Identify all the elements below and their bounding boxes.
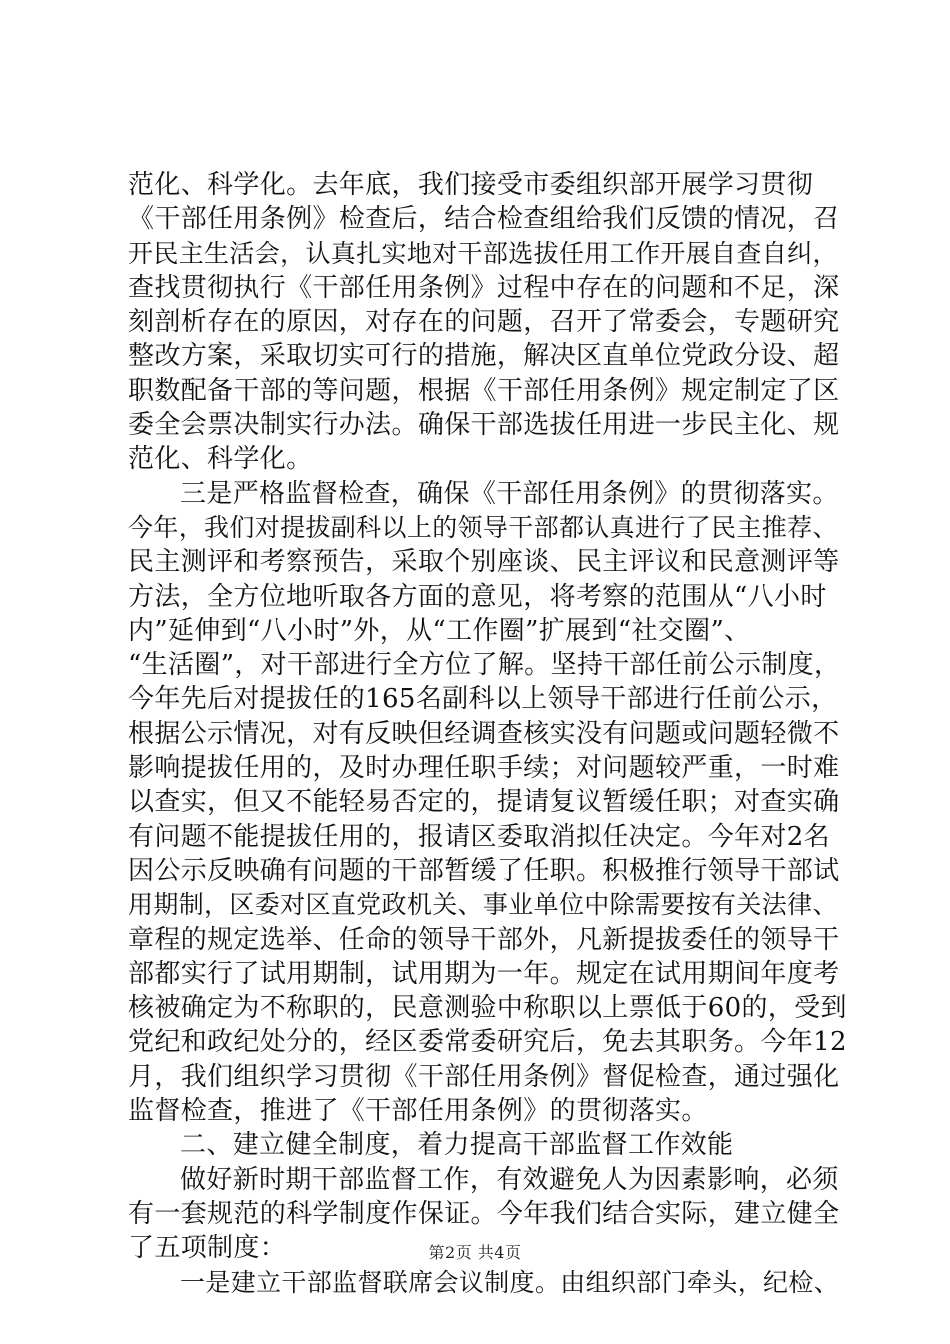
text-line: 根据公示情况，对有反映但经调查核实没有问题或问题轻微不 (128, 718, 840, 749)
text-line: 部都实行了试用期制，试用期为一年。规定在试用期间年度考 (128, 958, 840, 989)
text-line: 有问题不能提拔任用的，报请区委取消拟任决定。今年对2名 (128, 821, 830, 852)
text-line: 月，我们组织学习贯彻《干部任用条例》督促检查，通过强化 (128, 1061, 840, 1092)
text-line: 核被确定为不称职的，民意测验中称职以上票低于60的，受到 (128, 993, 847, 1024)
text-line: “生活圈”，对干部进行全方位了解。坚持干部任前公示制度， (128, 650, 841, 681)
text-line: 开民主生活会，认真扎实地对干部选拔任用工作开展自查自纠， (128, 238, 838, 268)
text-line: 内”延伸到“八小时”外，从“工作圈”扩展到“社交圈”、 (128, 615, 751, 646)
text-line: 以查实，但又不能轻易否定的，提请复议暂缓任职；对查实确 (128, 787, 840, 818)
text-line: 《干部任用条例》检查后，结合检查组给我们反馈的情况，召 (128, 204, 840, 235)
text-line: 章程的规定选举、任命的领导干部外，凡新提拔委任的领导干 (128, 924, 840, 955)
text-line: 刻剖析存在的原因，对存在的问题，召开了常委会，专题研究 (128, 307, 840, 338)
text-line: 职数配备干部的等问题，根据《干部任用条例》规定制定了区 (128, 375, 840, 406)
text-line: 用期制，区委对区直党政机关、事业单位中除需要按有关法律、 (128, 890, 838, 920)
text-line: 今年先后对提拔任的165名副科以上领导干部进行任前公示， (128, 684, 838, 715)
text-line: 了五项制度： (128, 1233, 287, 1264)
text-line: 方法，全方位地听取各方面的意见，将考察的范围从“八小时 (128, 581, 827, 612)
text-line: 今年，我们对提拔副科以上的领导干部都认真进行了民主推荐、 (128, 512, 838, 542)
text-line: 影响提拔任用的，及时办理任职手续；对问题较严重，一时难 (128, 753, 840, 784)
text-line: 查找贯彻执行《干部任用条例》过程中存在的问题和不足，深 (128, 272, 840, 303)
text-line: 因公示反映确有问题的干部暂缓了任职。积极推行领导干部试 (128, 855, 840, 886)
paragraph-start-line: 做好新时期干部监督工作，有效避免人为因素影响，必须 (180, 1164, 839, 1195)
text-line: 范化、科学化。 (128, 444, 313, 475)
text-line: 民主测评和考察预告，采取个别座谈、民主评议和民意测评等 (128, 547, 840, 578)
text-line: 范化、科学化。去年底，我们接受市委组织部开展学习贯彻 (128, 170, 814, 200)
paragraph-start-line: 一是建立干部监督联席会议制度。由组织部门牵头，纪检、 (180, 1267, 840, 1297)
page-number-footer: 第2页 共4页 (428, 1243, 522, 1262)
document-body (128, 168, 848, 1300)
text-line: 委全会票决制实行办法。确保干部选拔任用进一步民主化、规 (128, 410, 840, 441)
paragraph-start-line: 三是严格监督检查，确保《干部任用条例》的贯彻落实。 (180, 478, 839, 509)
text-line: 有一套规范的科学制度作保证。今年我们结合实际，建立健全 (128, 1198, 840, 1229)
text-line: 监督检查，推进了《干部任用条例》的贯彻落实。 (128, 1096, 708, 1127)
section-heading: 二、建立健全制度，着力提高干部监督工作效能 (180, 1130, 734, 1161)
text-line: 党纪和政纪处分的，经区委常委研究后，免去其职务。今年12 (128, 1027, 847, 1058)
text-line: 整改方案，采取切实可行的措施，解决区直单位党政分设、超 (128, 341, 840, 372)
